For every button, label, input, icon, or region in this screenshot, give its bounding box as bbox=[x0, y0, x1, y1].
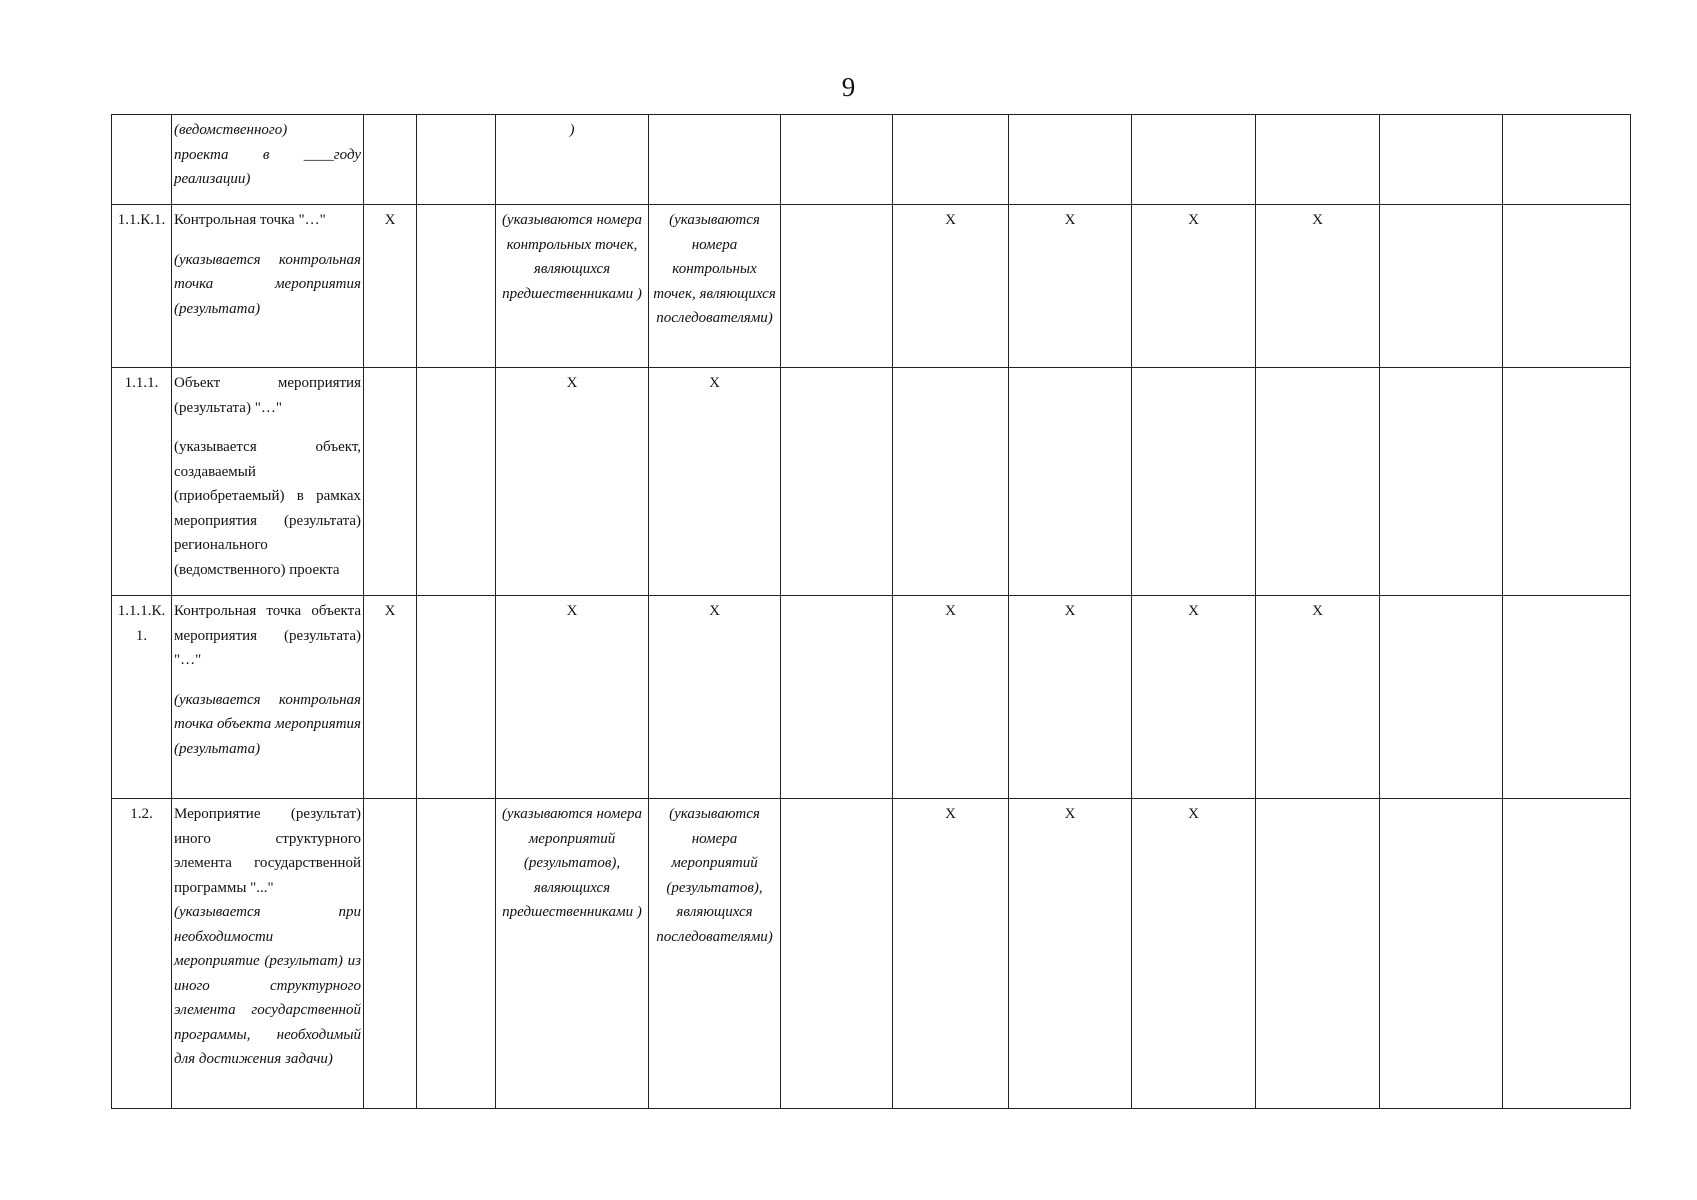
cell-col10: X bbox=[1132, 799, 1256, 1109]
cell-col12 bbox=[1380, 205, 1503, 368]
cell-col7 bbox=[781, 368, 893, 596]
name-line: реализации) bbox=[174, 171, 251, 187]
successors-cell: (указываются номера мероприятий (результатов), являющихся последователями) bbox=[649, 799, 781, 1109]
cell-col9: X bbox=[1009, 205, 1132, 368]
control-points-table bbox=[111, 114, 1631, 1109]
cell-col9: X bbox=[1009, 799, 1132, 1109]
row-name-cell bbox=[172, 368, 364, 596]
cell-col13 bbox=[1503, 368, 1631, 596]
row-title: Контрольная точка объекта мероприятия (результата) "…" bbox=[174, 603, 361, 668]
cell-col11 bbox=[1256, 368, 1380, 596]
predecessors-cell: (указываются номера мероприятий (результатов), являющихся предшественниками ) bbox=[496, 799, 649, 1109]
cell-col8: X bbox=[893, 596, 1009, 799]
cell-col7 bbox=[781, 205, 893, 368]
cell-col13 bbox=[1503, 596, 1631, 799]
predecessors-cell: ) bbox=[496, 115, 649, 205]
cell-col13 bbox=[1503, 115, 1631, 205]
row-name-cell bbox=[172, 115, 364, 205]
row-name-cell bbox=[172, 799, 364, 1109]
successors-cell: X bbox=[649, 596, 781, 799]
cell-col3 bbox=[364, 368, 417, 596]
cell-col10 bbox=[1132, 115, 1256, 205]
cell-col9 bbox=[1009, 368, 1132, 596]
cell-col13 bbox=[1503, 799, 1631, 1109]
successors-cell: (указываются номера контрольных точек, являющихся последователями) bbox=[649, 205, 781, 368]
cell-col4 bbox=[417, 799, 496, 1109]
table-row bbox=[112, 596, 1631, 799]
cell-col11 bbox=[1256, 115, 1380, 205]
row-number-cell: 1.2. bbox=[112, 799, 172, 1109]
cell-col4 bbox=[417, 205, 496, 368]
cell-col11 bbox=[1256, 799, 1380, 1109]
predecessors-cell: (указываются номера контрольных точек, являющихся предшественниками ) bbox=[496, 205, 649, 368]
predecessors-cell: X bbox=[496, 368, 649, 596]
table-row bbox=[112, 799, 1631, 1109]
cell-col3 bbox=[364, 799, 417, 1109]
page-number: 9 bbox=[841, 72, 856, 102]
cell-col10: X bbox=[1132, 596, 1256, 799]
table-row bbox=[112, 115, 1631, 205]
row-name-cell bbox=[172, 205, 364, 368]
cell-col8 bbox=[893, 115, 1009, 205]
cell-col11: X bbox=[1256, 596, 1380, 799]
cell-col3: X bbox=[364, 205, 417, 368]
row-title: Объект мероприятия (результата) "…" bbox=[174, 375, 361, 416]
row-number-cell: 1.1.1. bbox=[112, 368, 172, 596]
cell-col10 bbox=[1132, 368, 1256, 596]
cell-col10: X bbox=[1132, 205, 1256, 368]
cell-col3: X bbox=[364, 596, 417, 799]
cell-col4 bbox=[417, 115, 496, 205]
cell-col12 bbox=[1380, 115, 1503, 205]
cell-col8: X bbox=[893, 799, 1009, 1109]
cell-col4 bbox=[417, 596, 496, 799]
row-number-cell bbox=[112, 115, 172, 205]
cell-col4 bbox=[417, 368, 496, 596]
predecessors-cell: X bbox=[496, 596, 649, 799]
cell-col11: X bbox=[1256, 205, 1380, 368]
cell-col8 bbox=[893, 368, 1009, 596]
cell-col3 bbox=[364, 115, 417, 205]
table-row bbox=[112, 205, 1631, 368]
cell-col13 bbox=[1503, 205, 1631, 368]
cell-col8: X bbox=[893, 205, 1009, 368]
row-note: (указывается объект, создаваемый (приобретаемый) в рамках мероприятия (результата) регионального (ведомственного) проекта bbox=[174, 439, 361, 578]
row-number-cell: 1.1.1.К. 1. bbox=[112, 596, 172, 799]
row-note: (указывается контрольная точка мероприятия (результата) bbox=[174, 251, 361, 317]
cell-col9: X bbox=[1009, 596, 1132, 799]
row-number-cell: 1.1.К.1. bbox=[112, 205, 172, 368]
row-title: Мероприятие (результат) иного структурного элемента государственной программы "..." bbox=[174, 806, 361, 896]
cell-col12 bbox=[1380, 368, 1503, 596]
cell-col9 bbox=[1009, 115, 1132, 205]
row-note: (указывается контрольная точка объекта мероприятия (результата) bbox=[174, 691, 362, 757]
table-row bbox=[112, 368, 1631, 596]
cell-col7 bbox=[781, 799, 893, 1109]
cell-col7 bbox=[781, 596, 893, 799]
row-note: (указывается при необходимости мероприятие (результат) из иного структурного элемента государственной программы, необходимый для достижения задачи) bbox=[174, 904, 361, 1067]
successors-cell: X bbox=[649, 368, 781, 596]
cell-col12 bbox=[1380, 596, 1503, 799]
successors-cell bbox=[649, 115, 781, 205]
cell-col7 bbox=[781, 115, 893, 205]
name-line: (ведомственного) bbox=[174, 122, 288, 138]
cell-col12 bbox=[1380, 799, 1503, 1109]
row-name-cell bbox=[172, 596, 364, 799]
row-title: Контрольная точка "…" bbox=[174, 212, 326, 228]
name-line: проекта в ____году bbox=[174, 146, 361, 163]
